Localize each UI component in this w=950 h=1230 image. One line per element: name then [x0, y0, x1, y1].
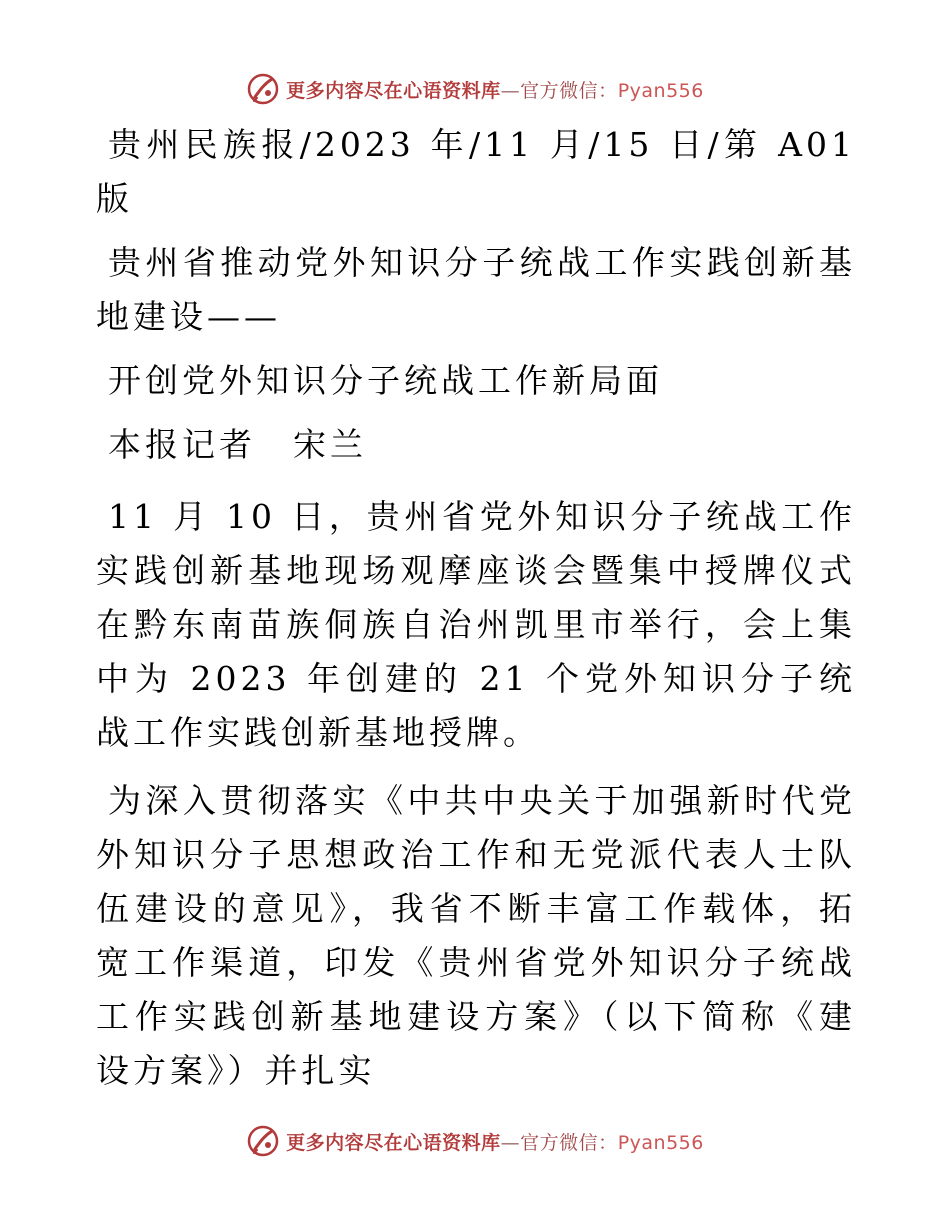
source-line: 贵州民族报/2023 年/11 月/15 日/第 A01 版 — [96, 125, 856, 218]
article-paragraph: 为深入贯彻落实《中共中央关于加强新时代党外知识分子思想政治工作和无党派代表人士队伍建设的意见》，我省不断丰富工作载体，拓宽工作渠道，印发《贵州省党外知识分子统战工作实践创新基地建设方案》（以下简称《建设方案》）并扎实 — [96, 781, 856, 1090]
watermark-text — [286, 76, 704, 103]
article-byline: 本报记者 宋兰 — [108, 425, 367, 464]
watermark-site-text: 更多内容尽在心语资料库 — [286, 79, 501, 102]
article-subtitle: 开创党外知识分子统战工作新局面 — [108, 361, 663, 400]
article-title: 贵州省推动党外知识分子统战工作实践创新基地建设—— — [96, 243, 856, 336]
watermark-wechat-id: Pyan556 — [617, 79, 704, 102]
watermark-site-text: 更多内容尽在心语资料库 — [286, 1131, 501, 1154]
watermark-footer — [0, 1124, 950, 1158]
watermark-text — [286, 1128, 704, 1155]
watermark-header — [0, 72, 950, 106]
watermark-wechat-label: 官方微信： — [520, 79, 618, 102]
watermark-separator: — — [500, 1131, 521, 1154]
watermark-wechat-label: 官方微信： — [520, 1131, 618, 1154]
article-paragraph: 11 月 10 日，贵州省党外知识分子统战工作实践创新基地现场观摩座谈会暨集中授牌仪式在黔东南苗族侗族自治州凯里市举行，会上集中为 2023 年创建的 21 个党外知识分子统战工作实践创新基地授牌。 — [96, 497, 856, 752]
ink-brush-logo-icon — [246, 72, 280, 106]
watermark-separator: — — [500, 79, 521, 102]
ink-brush-logo-icon — [246, 1124, 280, 1158]
watermark-wechat-id: Pyan556 — [617, 1131, 704, 1154]
article-body — [96, 118, 856, 1112]
